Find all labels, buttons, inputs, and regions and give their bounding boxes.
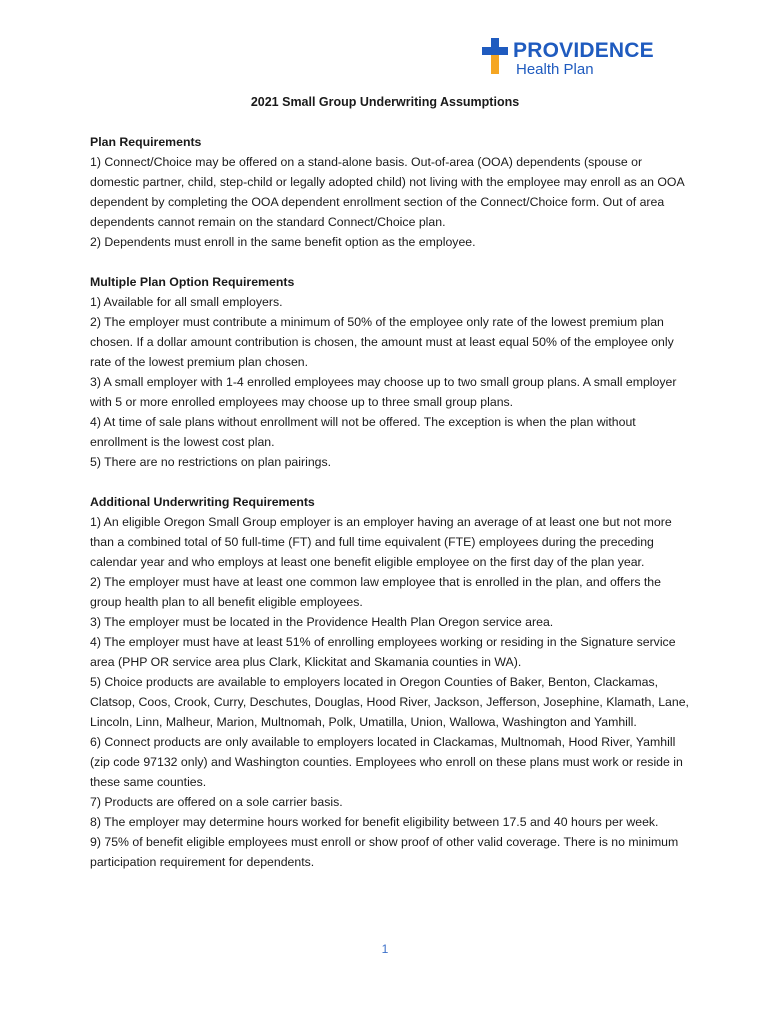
section-heading: Multiple Plan Option Requirements xyxy=(90,275,295,289)
section-heading: Plan Requirements xyxy=(90,135,202,149)
section-heading: Additional Underwriting Requirements xyxy=(90,495,315,509)
logo-subtitle: Health Plan xyxy=(516,61,594,78)
cross-icon xyxy=(480,36,510,76)
paragraph: 1) An eligible Oregon Small Group employer is an employer having an average of at least one but not more than a combined total of 50 full-time (FT) and full time equivalent (FTE) employees during the preceding calendar year and who employs at least one benefit eligible employee on the first day of the plan year. xyxy=(90,515,672,569)
paragraph: 3) The employer must be located in the Providence Health Plan Oregon service area. xyxy=(90,615,554,629)
paragraph: 1) Connect/Choice may be offered on a stand-alone basis. Out-of-area (OOA) dependents (spouse or domestic partner, child, step-child or legally adopted child) not living with the employee may enroll as an OOA dependent by completing the OOA dependent enrollment section of the Connect/Choice form. Out of area dependents cannot remain on the standard Connect/Choice plan. xyxy=(90,155,684,229)
logo-wordmark: PROVIDENCE xyxy=(513,39,654,62)
paragraph: 7) Products are offered on a sole carrier basis. xyxy=(90,795,343,809)
document-body xyxy=(90,132,690,892)
paragraph: 2) Dependents must enroll in the same benefit option as the employee. xyxy=(90,235,476,249)
page-number: 1 xyxy=(381,942,389,956)
paragraph: 9) 75% of benefit eligible employees must enroll or show proof of other valid coverage. There is no minimum participation requirement for dependents. xyxy=(90,835,679,869)
paragraph: 2) The employer must have at least one common law employee that is enrolled in the plan, and offers the group health plan to all benefit eligible employees. xyxy=(90,575,661,609)
providence-logo xyxy=(480,36,660,82)
section-multiple-plan-option-requirements xyxy=(90,272,690,472)
paragraph: 4) The employer must have at least 51% of enrolling employees working or residing in the Signature service area (PHP OR service area plus Clark, Klickitat and Skamania counties in WA). xyxy=(90,635,676,669)
paragraph: 1) Available for all small employers. xyxy=(90,295,283,309)
paragraph: 5) Choice products are available to employers located in Oregon Counties of Baker, Benton, Clackamas, Clatsop, Coos, Crook, Curry, Deschutes, Douglas, Hood River, Jackson, Jefferson, Josephine, Klamath, Lane, Lincoln, Linn, Malheur, Marion, Multnomah, Polk, Umatilla, Union, Wallowa, Washington and Yamhill. xyxy=(90,675,689,729)
paragraph: 5) There are no restrictions on plan pairings. xyxy=(90,455,332,469)
document-title: 2021 Small Group Underwriting Assumptions xyxy=(250,95,520,109)
section-plan-requirements xyxy=(90,132,690,252)
paragraph: 8) The employer may determine hours worked for benefit eligibility between 17.5 and 40 hours per week. xyxy=(90,815,659,829)
paragraph: 2) The employer must contribute a minimum of 50% of the employee only rate of the lowest premium plan chosen. If a dollar amount contribution is chosen, the amount must at least equal 50% of the employee only rate of the lowest premium plan chosen. xyxy=(90,315,674,369)
paragraph: 3) A small employer with 1-4 enrolled employees may choose up to two small group plans. A small employer with 5 or more enrolled employees may choose up to three small group plans. xyxy=(90,375,677,409)
paragraph: 4) At time of sale plans without enrollment will not be offered. The exception is when the plan without enrollment is the lowest cost plan. xyxy=(90,415,636,449)
paragraph: 6) Connect products are only available to employers located in Clackamas, Multnomah, Hood River, Yamhill (zip code 97132 only) and Washington counties. Employees who enroll on these plans must work or reside in these same counties. xyxy=(90,735,683,789)
section-additional-underwriting-requirements xyxy=(90,492,690,872)
